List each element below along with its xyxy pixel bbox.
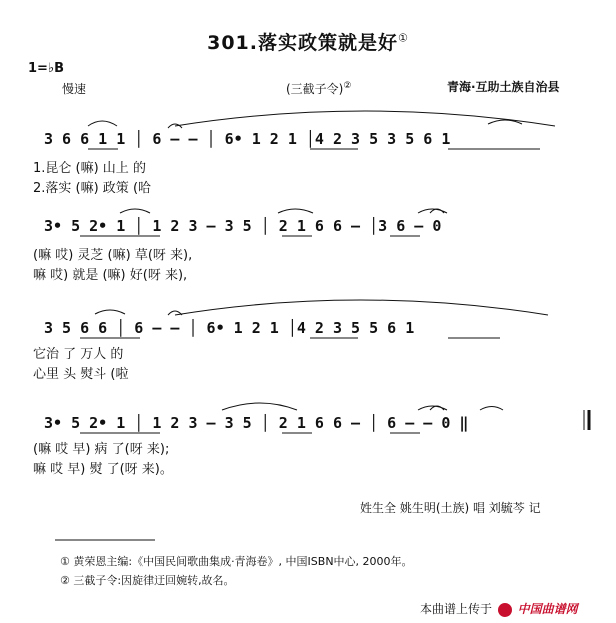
title-text: 301.落实政策就是好 [207,32,398,54]
slur-icon [88,121,117,126]
region-label: 青海·互助土族自治县 [447,80,560,94]
slur-icon [175,111,555,126]
notation-line-3: 3 5 6 6 │ 6 – – │ 6• 1 2 1 │4 2 3 5 5 6 1 [44,319,415,337]
lyrics-line-1b: 2.落实 (嘛) 政策 (哈 [33,181,152,196]
slur-icon [278,209,313,213]
slur-icon [95,310,125,314]
title-footnote-mark: ① [398,31,409,45]
lyrics-line-4a: (嘛 哎 早) 病 了(呀 来); [33,442,170,457]
lyrics-line-3b: 心里 头 熨斗 (啦 [33,367,129,382]
slur-icon [480,407,503,411]
lyrics-line-2a: (嘛 哎) 灵芝 (嘛) 草(呀 来), [33,248,193,263]
tempo-marking: 慢速 [62,82,87,96]
upload-text: 本曲谱上传于 [420,602,493,616]
notation-line-4: 3• 5 2• 1 │ 1 2 3 – 3 5 │ 2 1 6 6 – │ 6 – – 0 ‖ [44,414,469,432]
slur-icon [175,300,548,315]
tune-footnote-mark: ② [343,81,352,91]
performer-credit: 姓生全 姚生明(土族) 唱 刘毓芩 记 [360,501,541,515]
slur-icon [222,403,297,410]
notation-line-1: 3 6 6 1 1 │ 6 – – │ 6• 1 2 1 │4 2 3 5 3 5 6 1 [44,130,451,148]
notation-line-2: 3• 5 2• 1 │ 1 2 3 – 3 5 │ 2 1 6 6 – │3 6 – 0 [44,217,442,235]
tune-name-text: (三截子令) [286,82,344,96]
lyrics-line-2b: 嘛 哎) 就是 (嘛) 好(呀 来), [33,268,188,283]
footnote-1: ① 黄荣恩主编:《中国民间歌曲集成·青海卷》, 中国ISBN中心, 2000年。 [60,555,413,568]
slur-icon [120,209,150,213]
site-logo-icon [498,603,512,617]
footnote-2: ② 三截子令:因旋律迂回婉转,故名。 [60,574,235,587]
key-signature: 1=♭B [28,61,64,76]
upload-notice [420,600,578,617]
site-logo[interactable]: 中国曲谱网 [517,602,578,616]
lyrics-line-4b: 嘛 哎 早) 熨 了(呀 来)。 [33,462,173,477]
lyrics-line-3a: 它治 了 万人 的 [33,347,124,362]
lyrics-line-1a: 1.昆仑 (嘛) 山上 的 [33,161,146,176]
